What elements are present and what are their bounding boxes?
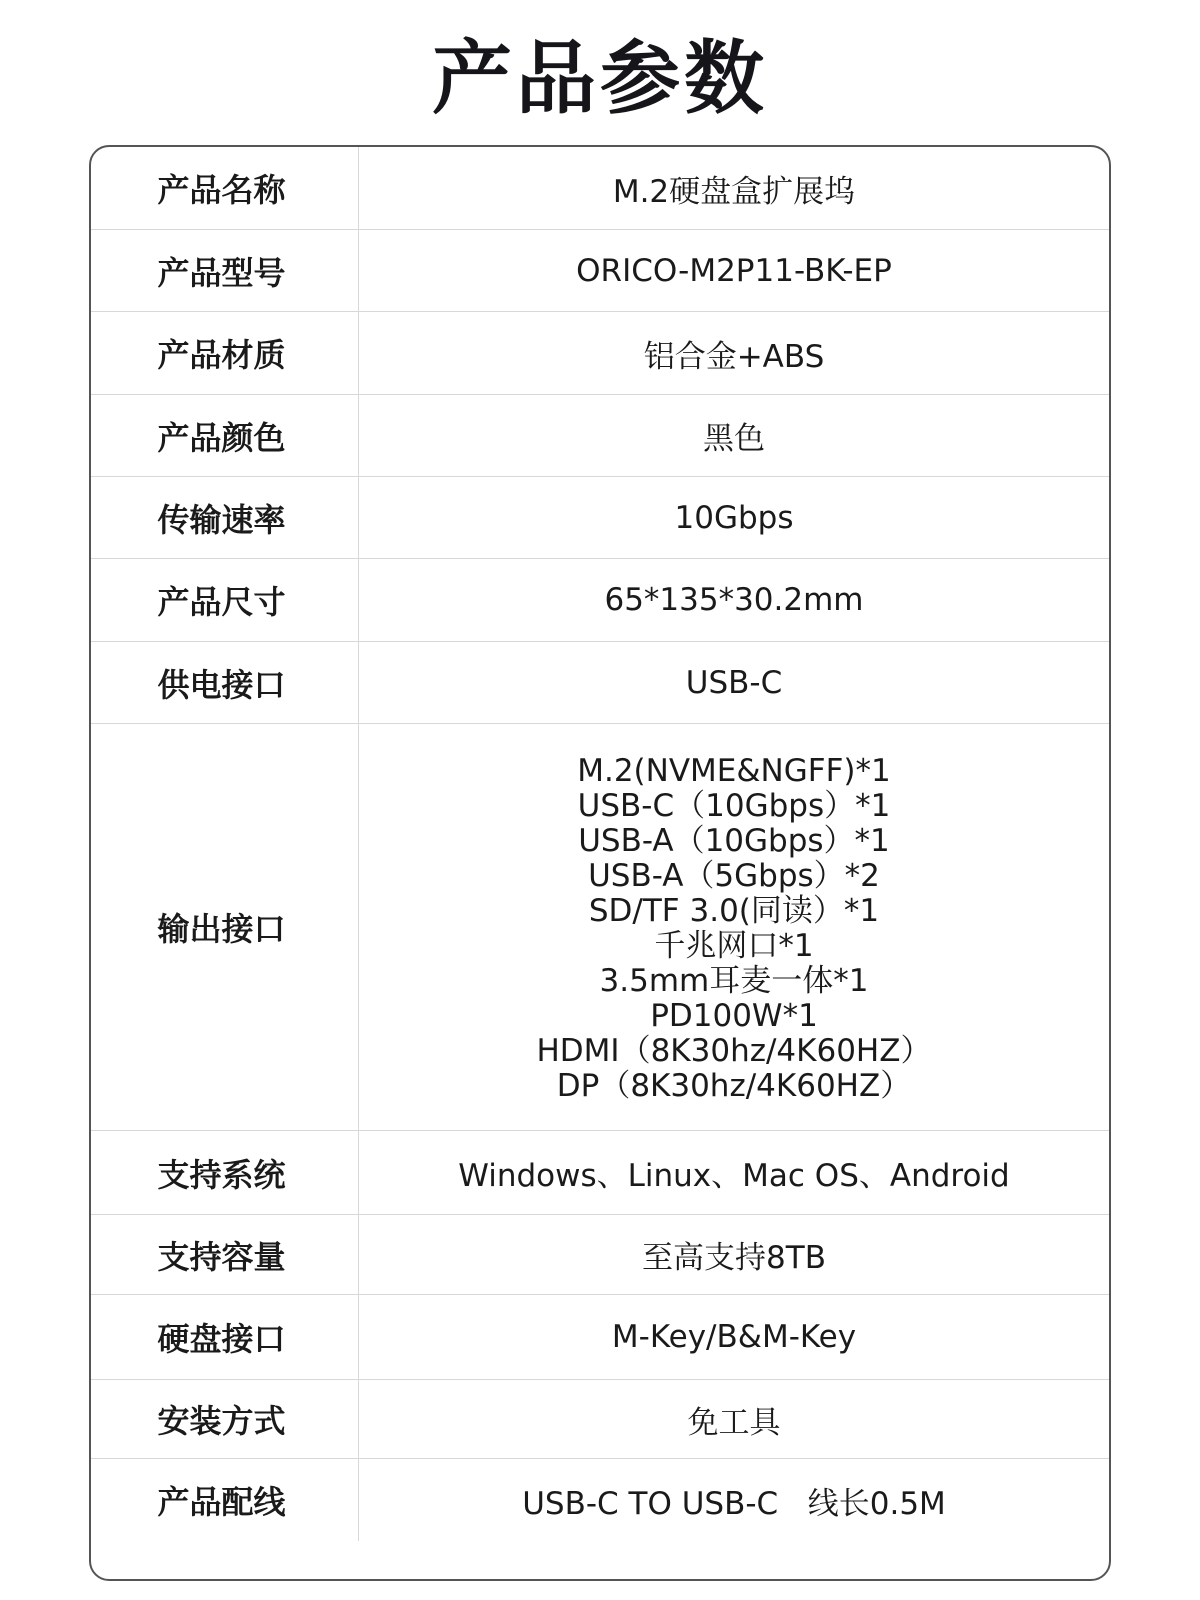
output-port-item: M.2(NVME&NGFF)*1 bbox=[577, 753, 891, 789]
spec-value: ORICO-M2P11-BK-EP bbox=[576, 252, 892, 289]
spec-label: 产品名称 bbox=[91, 147, 359, 229]
spec-row-installation bbox=[91, 1380, 1109, 1459]
spec-label: 产品颜色 bbox=[91, 395, 359, 476]
output-port-item: DP（8K30hz/4K60HZ） bbox=[556, 1068, 912, 1104]
spec-row-capacity bbox=[91, 1215, 1109, 1295]
spec-label: 支持容量 bbox=[91, 1215, 359, 1294]
spec-value: 10Gbps bbox=[674, 499, 794, 536]
output-port-item: 千兆网口*1 bbox=[654, 928, 814, 964]
spec-row-supported-os bbox=[91, 1131, 1109, 1215]
spec-row-material bbox=[91, 312, 1109, 395]
output-port-item: SD/TF 3.0(同读）*1 bbox=[588, 893, 880, 929]
spec-value: 免工具 bbox=[687, 1404, 781, 1441]
spec-row-transfer-rate bbox=[91, 477, 1109, 559]
output-port-item: 3.5mm耳麦一体*1 bbox=[599, 963, 869, 999]
spec-value: M-Key/B&M-Key bbox=[611, 1319, 857, 1355]
spec-value: 65*135*30.2mm bbox=[604, 582, 864, 618]
spec-value: M.2硬盘盒扩展坞 bbox=[612, 173, 856, 210]
spec-value-list bbox=[359, 724, 1109, 1130]
output-port-item: USB-A（5Gbps）*2 bbox=[588, 858, 880, 894]
spec-label: 产品材质 bbox=[91, 312, 359, 394]
spec-row-drive-interface bbox=[91, 1295, 1109, 1380]
spec-table bbox=[89, 145, 1111, 1581]
spec-row-model bbox=[91, 230, 1109, 312]
page-title: 产品参数 bbox=[432, 32, 768, 125]
spec-row-product-name bbox=[91, 147, 1109, 230]
spec-value: 至高支持8TB bbox=[642, 1240, 826, 1276]
spec-label: 输出接口 bbox=[91, 724, 359, 1130]
output-port-item: PD100W*1 bbox=[650, 998, 818, 1034]
spec-label: 产品配线 bbox=[91, 1459, 359, 1541]
spec-label: 供电接口 bbox=[91, 642, 359, 723]
spec-value: USB-C bbox=[685, 664, 783, 701]
spec-value: 黑色 bbox=[703, 421, 765, 457]
spec-value: USB-C TO USB-C 线长0.5M bbox=[522, 1485, 946, 1522]
spec-label: 安装方式 bbox=[91, 1380, 359, 1458]
spec-value: 铝合金+ABS bbox=[643, 338, 825, 375]
output-port-item: USB-A（10Gbps）*1 bbox=[578, 823, 890, 859]
spec-label: 产品尺寸 bbox=[91, 559, 359, 641]
output-port-item: HDMI（8K30hz/4K60HZ） bbox=[536, 1033, 932, 1069]
output-port-item: USB-C（10Gbps）*1 bbox=[577, 788, 891, 824]
spec-label: 传输速率 bbox=[91, 477, 359, 558]
spec-row-dimensions bbox=[91, 559, 1109, 642]
spec-label: 支持系统 bbox=[91, 1131, 359, 1214]
spec-label: 硬盘接口 bbox=[91, 1295, 359, 1379]
spec-value: Windows、Linux、Mac OS、Android bbox=[458, 1158, 1010, 1194]
spec-row-power-port bbox=[91, 642, 1109, 724]
spec-label: 产品型号 bbox=[91, 230, 359, 311]
spec-row-cable bbox=[91, 1459, 1109, 1541]
spec-row-output-ports bbox=[91, 724, 1109, 1131]
spec-row-color bbox=[91, 395, 1109, 477]
